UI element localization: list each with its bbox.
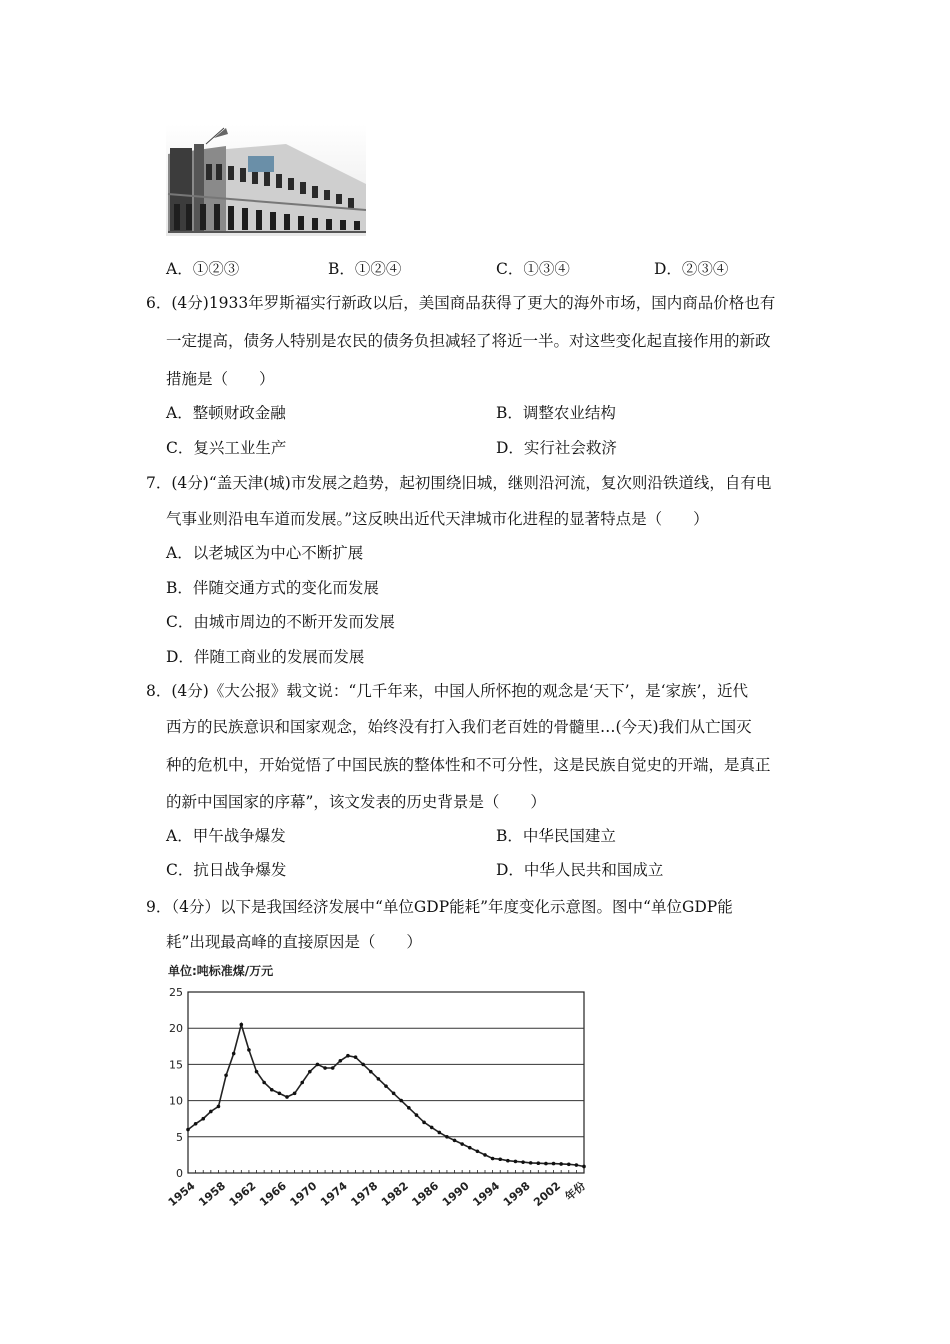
q8-option-b[interactable]: B．中华民国建立 [496,827,616,845]
data-point [407,1106,411,1110]
q7-option-c[interactable]: C．由城市周边的不断开发而发展 [166,613,395,631]
q6-option-b[interactable]: B．调整农业结构 [496,404,616,422]
data-point [559,1162,563,1166]
q5-option-b[interactable]: B．①②④ [328,260,402,278]
q5-option-a[interactable]: A．①②③ [166,260,240,278]
data-point [468,1146,472,1150]
y-tick-label: 25 [169,986,183,999]
data-point [575,1163,579,1167]
x-tick-label: 1978 [348,1179,381,1209]
x-tick-label: 1994 [470,1179,503,1209]
y-tick-label: 20 [169,1022,183,1036]
data-point [567,1163,571,1167]
x-tick-label: 年份 [562,1179,588,1204]
data-point [521,1160,525,1164]
data-point [240,1023,244,1027]
plot-frame [188,992,584,1173]
data-point [453,1139,457,1143]
q8-option-d[interactable]: D．中华人民共和国成立 [496,861,664,879]
series-line [188,1025,584,1167]
data-point [537,1161,541,1165]
data-point [247,1048,251,1052]
q6-stem-line: 措施是（ ） [166,370,275,388]
data-point [476,1149,480,1153]
data-point [201,1117,205,1121]
data-point [430,1126,434,1130]
x-tick-label: 1974 [318,1179,350,1209]
q7-option-b[interactable]: B．伴随交通方式的变化而发展 [166,579,379,597]
data-point [262,1081,266,1085]
data-point [270,1088,274,1092]
data-point [369,1070,373,1074]
data-point [361,1063,365,1067]
q8-stem-line: 8．(4分)《大公报》载文说：“几千年来，中国人所怀抱的观念是‘天下’，是‘家族’，近代 [146,682,748,700]
x-tick-label: 1998 [500,1179,533,1209]
q8-stem-line: 种的危机中，开始觉悟了中国民族的整体性和不可分性，这是民族自觉史的开端，是真正 [166,756,771,774]
q8-stem-line: 西方的民族意识和国家观念，始终没有打入我们老百姓的骨髓里…(今天)我们从亡国灭 [166,718,752,736]
data-point [415,1113,419,1117]
data-point [552,1162,556,1166]
data-point [285,1095,289,1099]
data-point [300,1081,304,1085]
x-tick-label: 1958 [196,1179,229,1209]
data-point [217,1105,221,1109]
q8-stem-line: 的新中国国家的序幕”，该文发表的历史背景是（ ） [166,793,546,811]
q8-option-c[interactable]: C．抗日战争爆发 [166,861,287,879]
data-point [224,1073,228,1077]
data-point [323,1066,327,1070]
x-tick-label: 1990 [439,1179,472,1209]
data-point [392,1092,396,1096]
q7-stem-line: 7．(4分)“盖天津(城)市发展之趋势，起初围绕旧城，继则沿河流，复次则沿铁道线，自有电 [146,474,772,492]
q6-stem-line: 一定提高，债务人特别是农民的债务负担减轻了将近一半。对这些变化起直接作用的新政 [166,332,771,350]
x-tick-label: 1966 [257,1179,289,1209]
q9-stem-line: 耗”出现最高峰的直接原因是（ ） [166,933,422,951]
q6-stem-line: 6．(4分)1933年罗斯福实行新政以后，美国商品获得了更大的海外市场，国内商品价格也有 [146,294,776,312]
data-point [445,1135,449,1139]
data-point [232,1052,236,1056]
q6-option-d[interactable]: D．实行社会救济 [496,439,617,457]
y-axis-label: 单位:吨标准煤/万元 [168,964,274,978]
q7-stem-line: 气事业则沿电车道而发展。”这反映出近代天津城市化进程的显著特点是（ ） [166,510,709,528]
x-tick-label: 2002 [531,1179,564,1209]
x-tick-label: 1986 [409,1179,442,1209]
data-point [293,1092,297,1096]
data-point [483,1153,487,1157]
data-point [460,1142,464,1146]
q9-stem-line: 9．（4分）以下是我国经济发展中“单位GDP能耗”年度变化示意图。图中“单位GDP能 [146,898,733,916]
q7-option-d[interactable]: D．伴随工商业的发展而发展 [166,648,365,666]
data-point [529,1161,533,1165]
data-point [316,1063,320,1067]
data-point [384,1084,388,1088]
data-point [186,1128,190,1132]
data-point [582,1165,586,1169]
data-point [491,1157,495,1161]
x-tick-label: 1962 [226,1179,259,1209]
data-point [438,1131,442,1135]
q5-option-d[interactable]: D．②③④ [654,260,729,278]
data-point [255,1070,259,1074]
x-tick-label: 1954 [165,1179,198,1209]
data-point [194,1122,198,1126]
q5-option-c[interactable]: C．①③④ [496,260,570,278]
y-tick-label: 10 [169,1094,183,1108]
data-point [514,1160,518,1164]
data-point [308,1070,312,1074]
data-point [498,1157,502,1161]
x-tick-label: 1970 [287,1179,320,1209]
y-tick-label: 15 [169,1058,183,1072]
y-tick-label: 0 [176,1167,183,1180]
data-point [346,1054,350,1058]
data-point [377,1077,381,1081]
y-tick-label: 5 [176,1130,183,1144]
gdp-energy-chart [160,960,610,1210]
q8-option-a[interactable]: A．甲午战争爆发 [166,827,286,845]
data-point [331,1066,335,1070]
data-point [209,1110,213,1114]
q6-option-c[interactable]: C．复兴工业生产 [166,439,287,457]
building-photo [166,124,366,236]
data-point [506,1159,510,1163]
q7-option-a[interactable]: A．以老城区为中心不断扩展 [166,544,364,562]
data-point [278,1092,282,1096]
data-point [354,1055,358,1059]
data-point [422,1121,426,1125]
q6-option-a[interactable]: A．整顿财政金融 [166,404,286,422]
data-point [399,1099,403,1103]
data-point [544,1162,548,1166]
data-point [339,1059,343,1063]
x-tick-label: 1982 [378,1179,411,1209]
